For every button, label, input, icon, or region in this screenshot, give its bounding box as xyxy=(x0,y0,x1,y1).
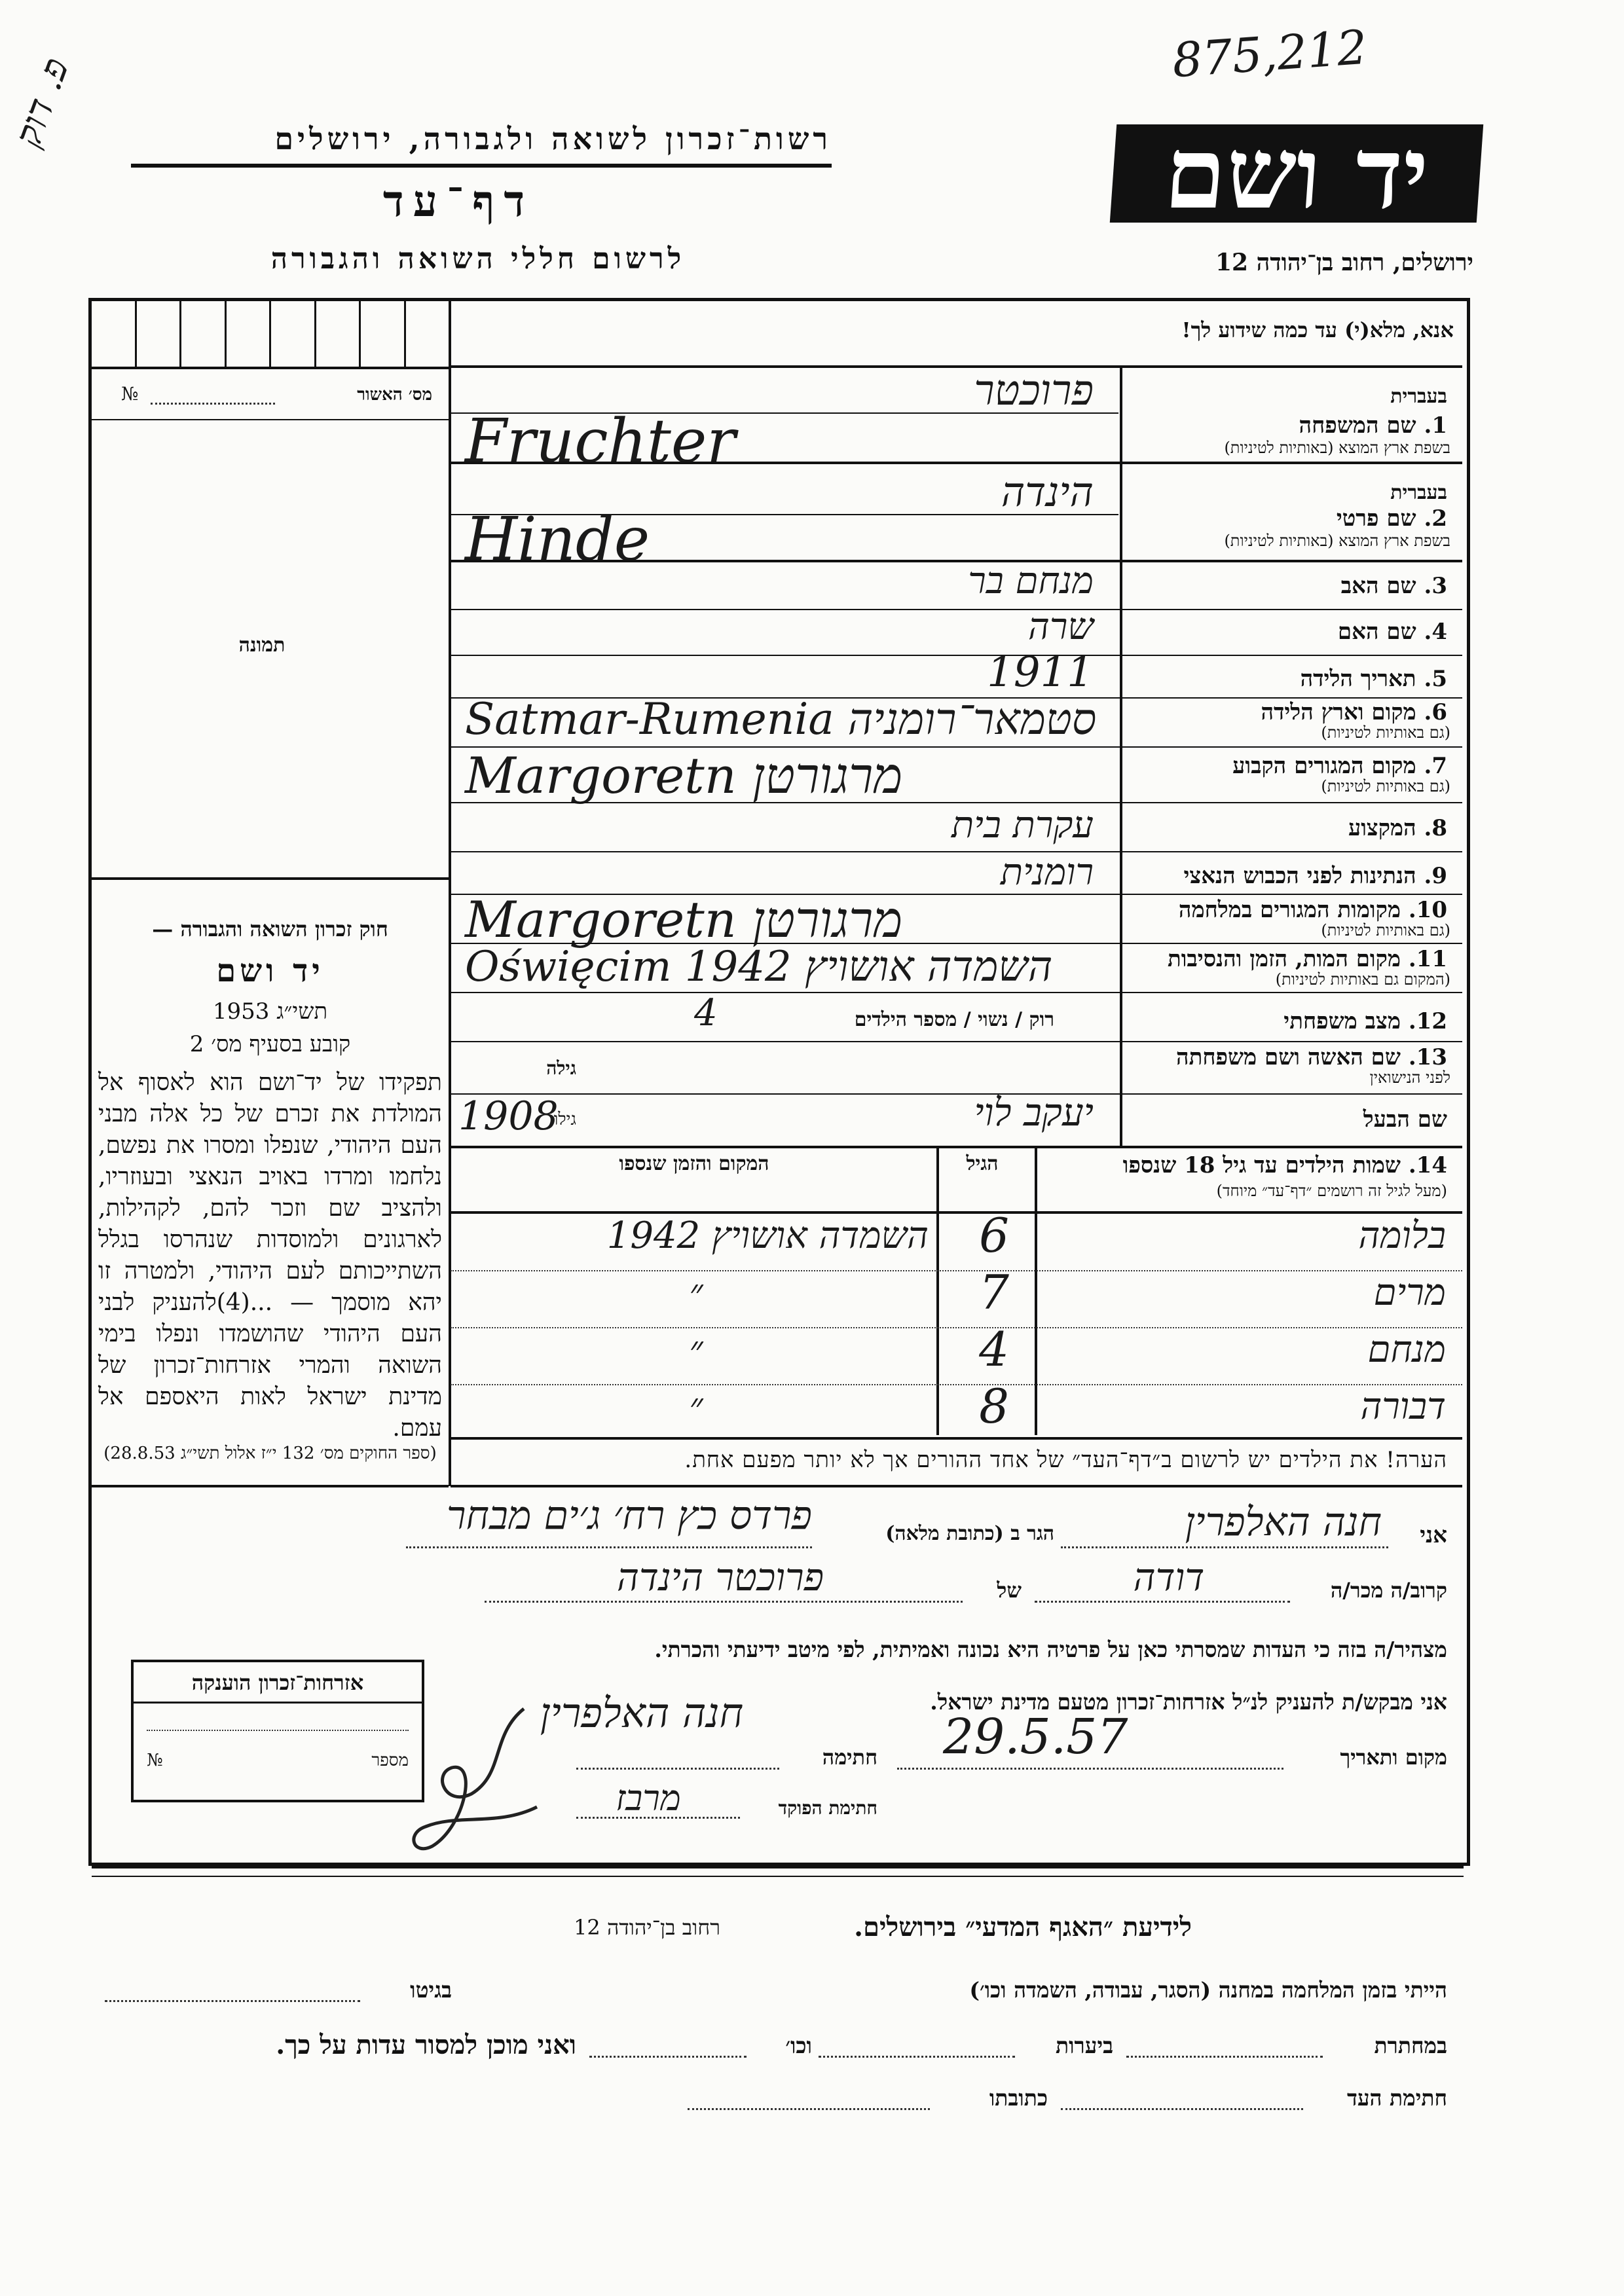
table-row: מרים 7 ״ xyxy=(689,1265,1446,1320)
header-rule xyxy=(131,164,832,168)
field-11-label: 11. מקום המות, הזמן והנסיבות xyxy=(1167,946,1447,972)
table-row: בלומה 6 השמדה אושויץ 1942 xyxy=(606,1208,1446,1263)
forests-field[interactable] xyxy=(819,2056,1015,2058)
citizenship-box: אזרחות־זכרון הוענקה № מספר xyxy=(131,1660,424,1802)
witness-i-label: אני xyxy=(1420,1522,1447,1548)
field-10-label: 10. מקומות המגורים במלחמה xyxy=(1178,897,1447,923)
field-2-value-hebrew[interactable]: הינדה xyxy=(1001,468,1094,516)
margin-mark: פ. דוק xyxy=(7,52,78,153)
field-6-value[interactable]: Satmar-Rumenia סטמאר־רומניה xyxy=(465,694,1097,744)
law-text: תפקידו של יד־ושם הוא לאסוף אל המולדת את זכרם של כל אלה מבני העם היהודי, שנפלו ומסרו את נפשם, נלחמו ומרדו באויב הנאצי ובעוזריו, ולהציב שם וזכר להם, לקהילות, לארגונים ולמוסדות שנהרסו בגלל השתייכותם לעם היהודי, ולמטרה זו יהא מוסמך — ...(4)להעניק לבני העם היהודי שהושמדו ונפלו בימי השואה והמרי אזרחות־זכרון של מדינת ישראל לאות היאספם אל עמם. xyxy=(98,1069,442,1442)
law-source: (ספר החוקים מס׳ 132 י״ז אלול תשי״ג 28.8.53) xyxy=(103,1444,437,1463)
law-year: תשי״ג 1953 xyxy=(212,998,328,1025)
field-9-label: 9. הנתינות לפני הכבוש הנאצי xyxy=(1183,863,1447,889)
field-4-value[interactable]: שרה xyxy=(1028,606,1094,648)
field-5-value[interactable]: 1911 xyxy=(987,648,1094,697)
table-row: דבורה 8 ״ xyxy=(689,1379,1446,1434)
approval-number-field[interactable] xyxy=(151,403,275,405)
photo-label: תמונה xyxy=(238,634,286,657)
field-1-value-latin[interactable]: Fruchter xyxy=(465,406,736,476)
field-3-value[interactable]: מנחם בר xyxy=(968,560,1094,602)
field-13-label: 13. שם האשה ושם משפחתה xyxy=(1176,1044,1447,1070)
form-title: דף־עד xyxy=(382,175,534,227)
witness-address[interactable]: פרדס כץ רח׳ ג׳ים מבחר xyxy=(446,1493,812,1539)
children-table xyxy=(451,1208,1462,1441)
officer-signature[interactable]: מרבז xyxy=(616,1777,681,1819)
remark-note: הערה! את הילדים יש לרשום ב״דף־העד״ של אחד ההורים אך לא יותר מפעם אחת. xyxy=(684,1447,1447,1473)
field-10-value[interactable]: Margoretn מרגורטן xyxy=(465,890,903,949)
witness-of-value[interactable]: פרוכטר הינדה xyxy=(617,1555,824,1599)
etc-field[interactable] xyxy=(589,2056,747,2058)
field-7-value[interactable]: Margoretn מרגורטן xyxy=(465,746,903,805)
yad-vashem-logo: יד ושם xyxy=(1110,124,1483,223)
citizenship-box-title: אזרחות־זכרון הוענקה xyxy=(191,1670,364,1695)
field-8-label: 8. המקצוע xyxy=(1348,815,1447,841)
law-title: חוק זכרון השואה והגבורה — xyxy=(152,917,388,941)
field-12-label: 12. מצב משפחתי xyxy=(1283,1008,1447,1034)
field-2-label: 2. שם פרטי xyxy=(1336,505,1447,532)
witness-signature-field[interactable] xyxy=(1061,2108,1303,2110)
please-fill-note: אנא, מלא(י) עד כמה שידוע לך! xyxy=(1181,318,1454,342)
field-1-value-hebrew[interactable]: פרוכטר xyxy=(974,367,1094,415)
ghetto-field[interactable] xyxy=(105,2000,360,2002)
field-5-label: 5. תאריך הלידה xyxy=(1300,666,1447,692)
table-row: מנחם 4 ״ xyxy=(689,1322,1446,1377)
witness-relation[interactable]: דודה xyxy=(1133,1555,1205,1599)
reference-number: 875,212 xyxy=(1170,19,1369,88)
footer-heading: לידיעת ״האגף המדעי״ בירושלים. xyxy=(854,1912,1192,1942)
declaration-text: מצהיר/ה בזה כי העדות שמסרתי כאן על פרטיה היא נכונה ואמיתית, לפי מיטב ידיעתי והכרתי. xyxy=(654,1637,1447,1662)
children-title: 14. שמות הילדים עד גיל 18 שנספו xyxy=(1122,1152,1447,1178)
field-7-label: 7. מקום המגורים הקבוע xyxy=(1232,753,1447,779)
hiding-field[interactable] xyxy=(1126,2056,1323,2058)
law-name: יד ושם xyxy=(216,953,324,989)
children-age-header: הגיל xyxy=(966,1152,999,1175)
header-address: ירושלים, רחוב בן־יהודה 12 xyxy=(1215,249,1473,276)
husband-age-value[interactable]: 1908 xyxy=(458,1093,559,1139)
field-8-value[interactable]: עקרת בית xyxy=(951,804,1094,847)
husband-name-value[interactable]: יעקב לוי xyxy=(974,1090,1094,1135)
approval-number-label: מס׳ האשור xyxy=(357,385,432,405)
field-9-value[interactable]: רומנית xyxy=(1000,851,1094,894)
witness-name[interactable]: חנה האלפרין xyxy=(1185,1499,1382,1545)
husband-label: שם הבעל xyxy=(1363,1106,1447,1133)
marital-status-options[interactable]: רוק / נשוי / מספר הילדים xyxy=(854,1008,1054,1031)
footer-address: רחוב בן־יהודה 12 xyxy=(574,1915,720,1940)
witness-address-field[interactable] xyxy=(688,2108,930,2110)
form-subtitle: לרשום חללי השואה והגבורה xyxy=(270,242,686,276)
label-column-divider xyxy=(1120,367,1122,1146)
field-6-label: 6. מקום וארץ הלידה xyxy=(1261,699,1447,725)
field-1-label: 1. שם המשפחה xyxy=(1299,412,1447,439)
citizenship-request: אני מבקש/ת להעניק לנ״ל אזרחות־זכרון מטעם מדינת ישראל. xyxy=(930,1689,1447,1715)
field-2-value-latin[interactable]: Hinde xyxy=(465,504,650,574)
children-count[interactable]: 4 xyxy=(694,992,718,1034)
children-place-header: המקום והזמן שנספו xyxy=(619,1152,769,1175)
date-value[interactable]: 29.5.57 xyxy=(943,1709,1128,1765)
field-11-value[interactable]: Oświęcim 1942 השמדה אושויץ xyxy=(465,943,1053,991)
witness-signature[interactable]: חנה האלפרין xyxy=(540,1689,744,1737)
field-4-label: 4. שם האם xyxy=(1337,619,1447,645)
approval-boxes xyxy=(92,301,449,367)
law-section: קובע בסעיף מס׳ 2 xyxy=(189,1031,351,1057)
footer-ready-note: ואני מוכן למסור עדות על כך. xyxy=(276,2030,576,2060)
authority-name: רשות־זכרון לשואה ולגבורה, ירושלים xyxy=(274,121,832,156)
field-3-label: 3. שם האב xyxy=(1340,573,1447,599)
footer-camp-line: הייתי בזמן המלחמה במחנה (הסגר, עבודה, השמדה וכו׳) xyxy=(969,1977,1447,2003)
